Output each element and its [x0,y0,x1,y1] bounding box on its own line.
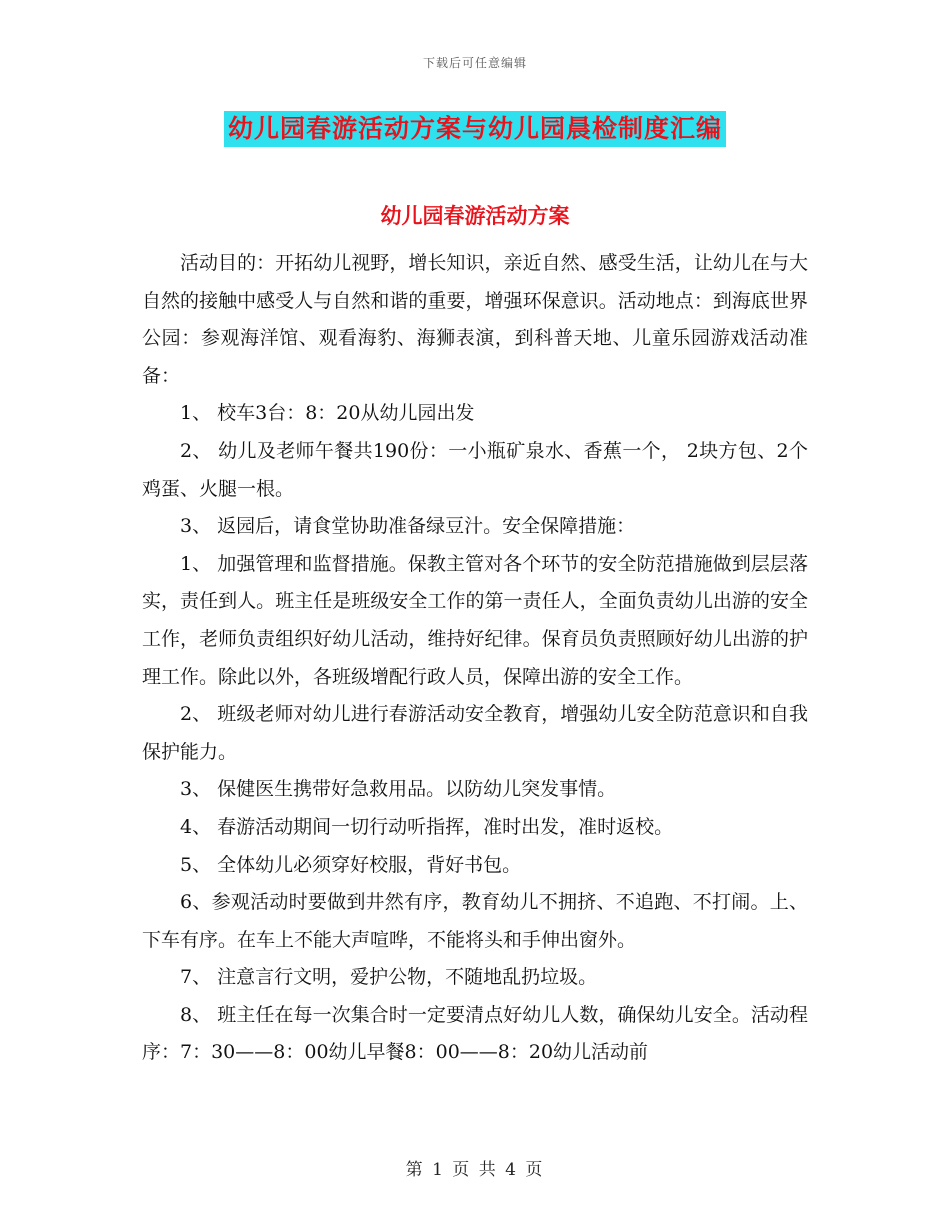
paragraph: 1、 校车3台：8：20从幼儿园出发 [180,402,475,425]
paragraph: 3、 返园后，请食堂协助准备绿豆汁。安全保障措施： [180,515,636,538]
paragraph: 活动目的：开拓幼儿视野，增长知识，亲近自然、感受生活，让幼儿在与大自然的接触中感受人与自然和谐的重要，增强环保意识。活动地点：到海底世界公园：参观海洋馆、观看海豹、海狮表演，到科普天地、儿童乐园游戏活动准备： [142,252,808,387]
paragraph: 8、 班主任在每一次集合时一定要清点好幼儿人数，确保幼儿安全。活动程序：7：30——8：00幼儿早餐8：00——8：20幼儿活动前 [142,1003,808,1064]
paragraph: 2、 幼儿及老师午餐共190份：一小瓶矿泉水、香蕉一个， 2块方包、2个鸡蛋、火腿一根。 [142,439,808,500]
paragraph: 4、 春游活动期间一切行动听指挥，准时出发，准时返校。 [180,815,674,838]
document-title-container [0,111,950,147]
page-number-footer: 第 1 页 共 4 页 [405,1160,545,1180]
page-header-note: 下载后可任意编辑 [422,56,527,70]
document-title: 幼儿园春游活动方案与幼儿园晨检制度汇编 [224,111,726,147]
paragraph: 1、 加强管理和监督措施。保教主管对各个环节的安全防范措施做到层层落实，责任到人。班主任是班级安全工作的第一责任人，全面负责幼儿出游的安全工作，老师负责组织好幼儿活动，维持好纪律。保育员负责照顾好幼儿出游的护理工作。除此以外，各班级增配行政人员，保障出游的安全工作。 [142,552,808,688]
document-body [142,245,808,1072]
paragraph: 2、 班级老师对幼儿进行春游活动安全教育，增强幼儿安全防范意识和自我保护能力。 [142,703,808,763]
paragraph: 6、参观活动时要做到井然有序，教育幼儿不拥挤、不追跑、不打闹。上、下车有序。在车上不能大声喧哗，不能将头和手伸出窗外。 [142,891,808,951]
section-title: 幼儿园春游活动方案 [380,203,570,228]
paragraph: 7、 注意言行文明，爱护公物，不随地乱扔垃圾。 [180,966,598,989]
paragraph: 5、 全体幼儿必须穿好校服，背好书包。 [180,853,522,876]
paragraph: 3、 保健医生携带好急救用品。以防幼儿突发事情。 [180,778,617,801]
